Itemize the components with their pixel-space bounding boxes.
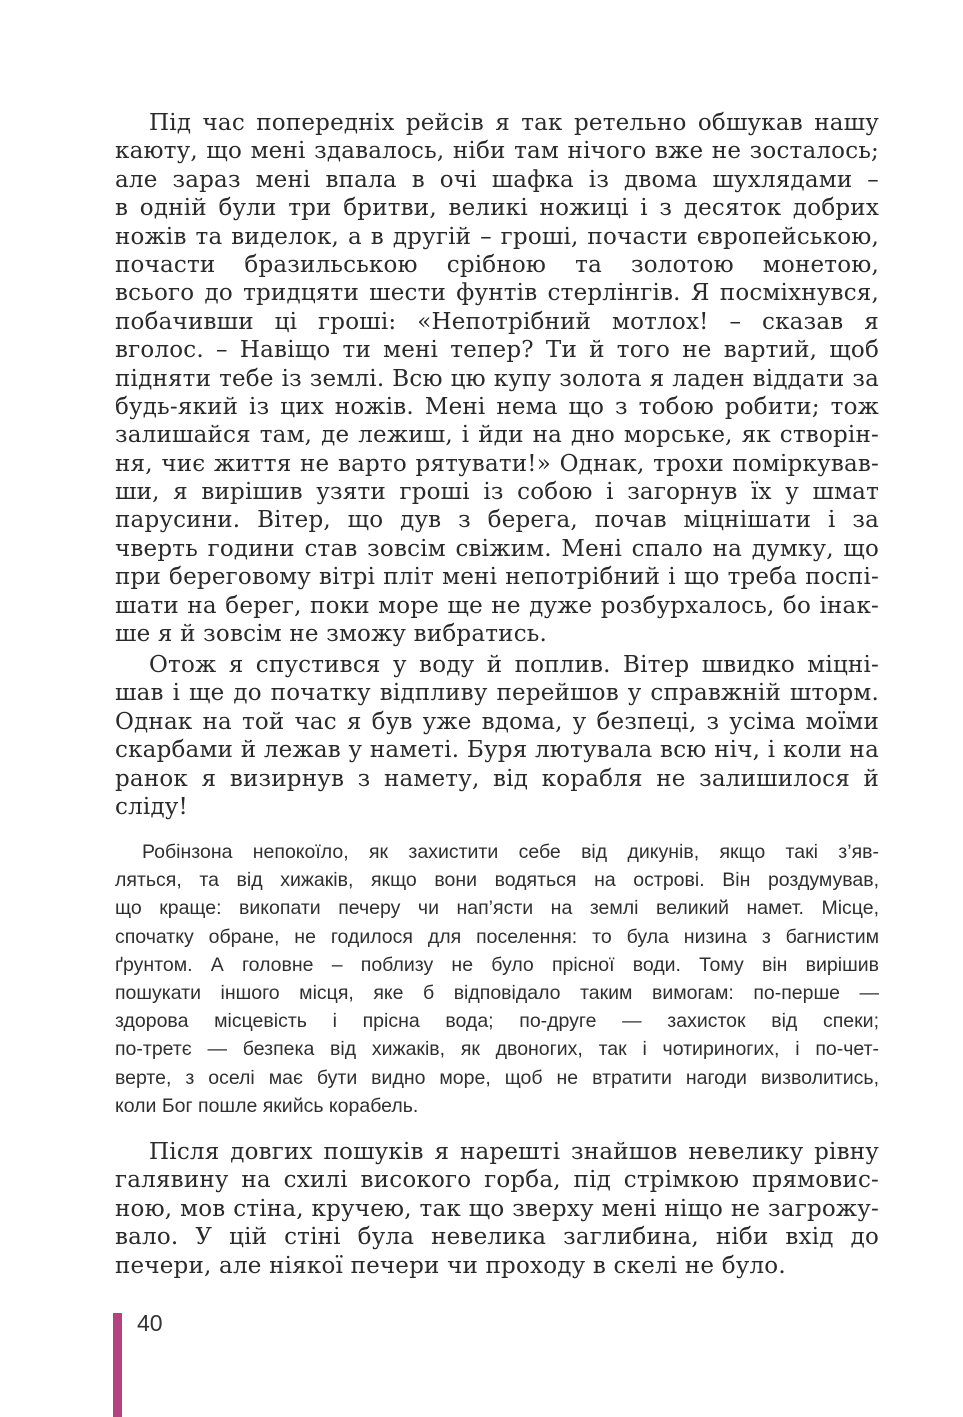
- text-line: вголос. – Навіщо ти мені тепер? Ти й того не вартий, щоб: [115, 337, 879, 364]
- text-line: сліду!: [115, 793, 188, 820]
- text-line: всього до тридцяти шести фунтів стерлінгів. Я посміхнувся,: [115, 280, 879, 307]
- text-line: підняти тебе із землі. Всю цю купу золота я ладен віддати за: [115, 365, 879, 392]
- summary-paragraph: [115, 838, 879, 1120]
- text-line: шав і ще до початку відпливу перейшов у справжній шторм.: [115, 680, 879, 707]
- text-line: ши, я вирішив узяти гроші із собою і загорнув їх у шмат: [115, 479, 879, 506]
- text-line: чверть години став зовсім свіжим. Мені спало на думку, що: [115, 535, 879, 562]
- text-line: ґрунтом. А головне – поблизу не було прісної води. Тому він вирішив: [115, 953, 879, 976]
- text-line: скарбами й лежав у наметі. Буря лютувала всю ніч, і коли на: [115, 737, 879, 764]
- text-line: ною, мов стіна, кручею, так що зверху мені ніщо не загрожу-: [115, 1195, 879, 1222]
- text-line: почасти бразильською срібною та золотою монетою,: [115, 251, 879, 278]
- text-line: Під час попередніх рейсів я так ретельно обшукав нашу: [149, 110, 879, 136]
- paragraph-2: [115, 651, 879, 821]
- paragraph-3: [115, 1138, 879, 1280]
- text-line: печери, але ніякої печери чи проходу в скелі не було.: [115, 1252, 786, 1279]
- text-line: залишайся там, де лежиш, і йди на дно морське, як створін-: [115, 422, 879, 449]
- text-line: коли Бог пошле якийсь корабель.: [115, 1094, 419, 1117]
- text-line: в одній були три бритви, великі ножиці і з десяток добрих: [115, 195, 879, 222]
- text-line: Однак на той час я був уже вдома, у безпеці, з усіма моїми: [115, 708, 879, 735]
- text-line: пошукати іншого місця, яке б відповідало таким вимогам: по-перше —: [115, 981, 879, 1004]
- text-line: ляться, та від хижаків, якщо вони водяться на острові. Він роздумував,: [115, 869, 879, 892]
- text-line: Отож я спустився у воду й поплив. Вітер швидко міцні-: [149, 652, 879, 678]
- page-number: 40: [137, 1310, 163, 1336]
- text-line: верте, з оселі має бути видно море, щоб не втратити нагоди визволитись,: [115, 1066, 879, 1089]
- text-line: парусини. Вітер, що дув з берега, почав міцнішати і за: [115, 507, 879, 534]
- text-line: здорова місцевість і прісна вода; по-друге — захисток від спеки;: [115, 1010, 879, 1033]
- text-line: каюту, що мені здавалось, ніби там нічого вже не зосталось;: [115, 138, 879, 165]
- text-line: ня, чиє життя не варто рятувати!» Однак, трохи поміркував-: [115, 450, 879, 477]
- text-line: будь-який із цих ножів. Мені нема що з тобою робити; тож: [115, 393, 879, 420]
- text-line: Робінзона непокоїло, як захистити себе від дикунів, якщо такі з’яв-: [142, 841, 879, 863]
- text-line: спочатку обране, не годилося для поселення: то була низина з багнистим: [115, 925, 879, 948]
- text-line: що краще: викопати печеру чи нап’ясти на землі великий намет. Місце,: [115, 897, 879, 920]
- text-line: ше я й зовсім не зможу вибратись.: [115, 621, 548, 648]
- text-line: вало. У цій стіні була невелика заглибина, ніби вхід до: [115, 1224, 879, 1251]
- text-line: галявину на схилі високого горба, під стрімкою прямовис-: [115, 1167, 879, 1194]
- page-accent-bar: [113, 1313, 122, 1417]
- text-line: при береговому вітрі пліт мені непотрібний і що треба поспі-: [115, 564, 879, 591]
- paragraph-1: [115, 109, 879, 648]
- text-line: але зараз мені впала в очі шафка із двома шухлядами –: [115, 166, 879, 193]
- text-line: по-третє — безпека від хижаків, як двоногих, так і чотириногих, і по-чет-: [115, 1038, 879, 1061]
- text-line: ранок я визирнув з намету, від корабля не залишилося й: [115, 765, 879, 792]
- text-line: ножів та виделок, а в другій – гроші, почасти європейською,: [115, 223, 879, 250]
- text-line: Після довгих пошуків я нарешті знайшов невелику рівну: [149, 1139, 879, 1165]
- text-line: шати на берег, поки море ще не дуже розбурхалось, бо інак-: [115, 592, 879, 619]
- text-line: побачивши ці гроші: «Непотрібний мотлох! – сказав я: [115, 308, 879, 335]
